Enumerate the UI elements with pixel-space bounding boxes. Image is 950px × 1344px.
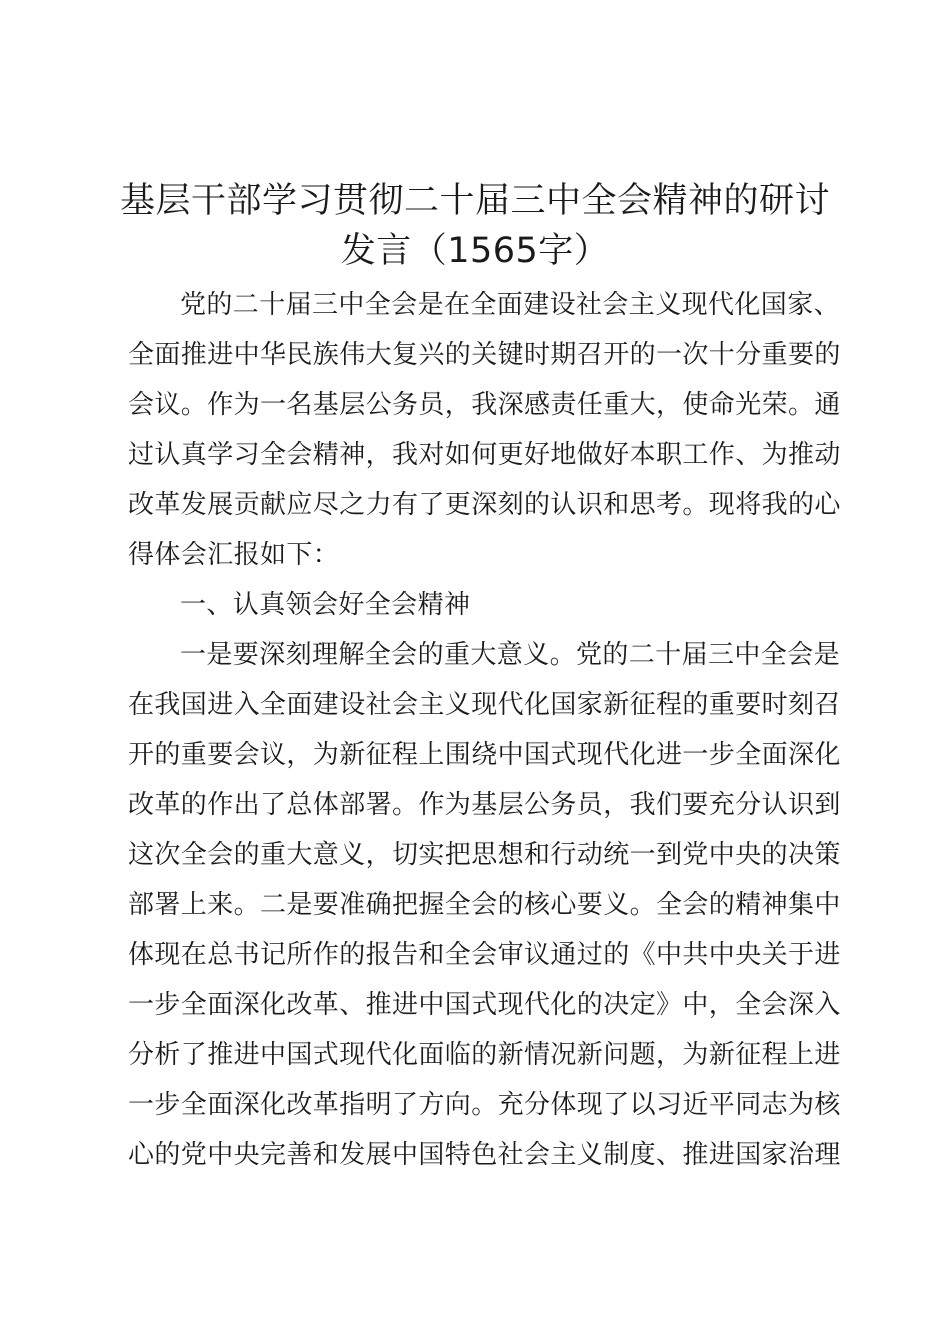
title-line-1: 基层干部学习贯彻二十届三中全会精神的研讨 (119, 181, 830, 221)
paragraph-1-line-5: 改革发展贡献应尽之力有了更深刻的认识和思考。现将我的心 (128, 490, 841, 520)
paragraph-1-line-2: 全面推进中华民族伟大复兴的关键时期召开的一次十分重要的 (128, 340, 841, 370)
document-title (110, 176, 840, 276)
paragraph-2-line-7: 体现在总书记所作的报告和全会审议通过的《中共中央关于进 (128, 940, 841, 970)
paragraph-2-line-4: 改革的作出了总体部署。作为基层公务员，我们要充分认识到 (128, 790, 841, 820)
paragraph-2-line-5: 这次全会的重大意义，切实把思想和行动统一到党中央的决策 (128, 840, 841, 870)
paragraph-2-line-2: 在我国进入全面建设社会主义现代化国家新征程的重要时刻召 (128, 690, 841, 720)
paragraph-1-line-6: 得体会汇报如下： (128, 540, 340, 570)
paragraph-2-line-6: 部署上来。二是要准确把握全会的核心要义。全会的精神集中 (128, 890, 841, 920)
paragraph-1-line-3: 会议。作为一名基层公务员，我深感责任重大，使命光荣。通 (128, 390, 841, 420)
paragraph-2-line-11: 心的党中央完善和发展中国特色社会主义制度、推进国家治理 (128, 1140, 841, 1170)
paragraph-1-line-1: 党的二十届三中全会是在全面建设社会主义现代化国家、 (180, 290, 841, 320)
paragraph-1-line-4: 过认真学习全会精神，我对如何更好地做好本职工作、为推动 (128, 440, 841, 470)
paragraph-2-line-3: 开的重要会议，为新征程上围绕中国式现代化进一步全面深化 (128, 740, 841, 770)
paragraph-2-line-9: 分析了推进中国式现代化面临的新情况新问题，为新征程上进 (128, 1040, 841, 1070)
paragraph-2-line-10: 一步全面深化改革指明了方向。充分体现了以习近平同志为核 (128, 1090, 841, 1120)
paragraph-2-line-1: 一是要深刻理解全会的重大意义。党的二十届三中全会是 (180, 640, 841, 670)
section-heading-1: 一、认真领会好全会精神 (180, 590, 471, 620)
title-line-2: 发言（1565字） (340, 231, 610, 271)
paragraph-2-line-8: 一步全面深化改革、推进中国式现代化的决定》中，全会深入 (128, 990, 841, 1020)
